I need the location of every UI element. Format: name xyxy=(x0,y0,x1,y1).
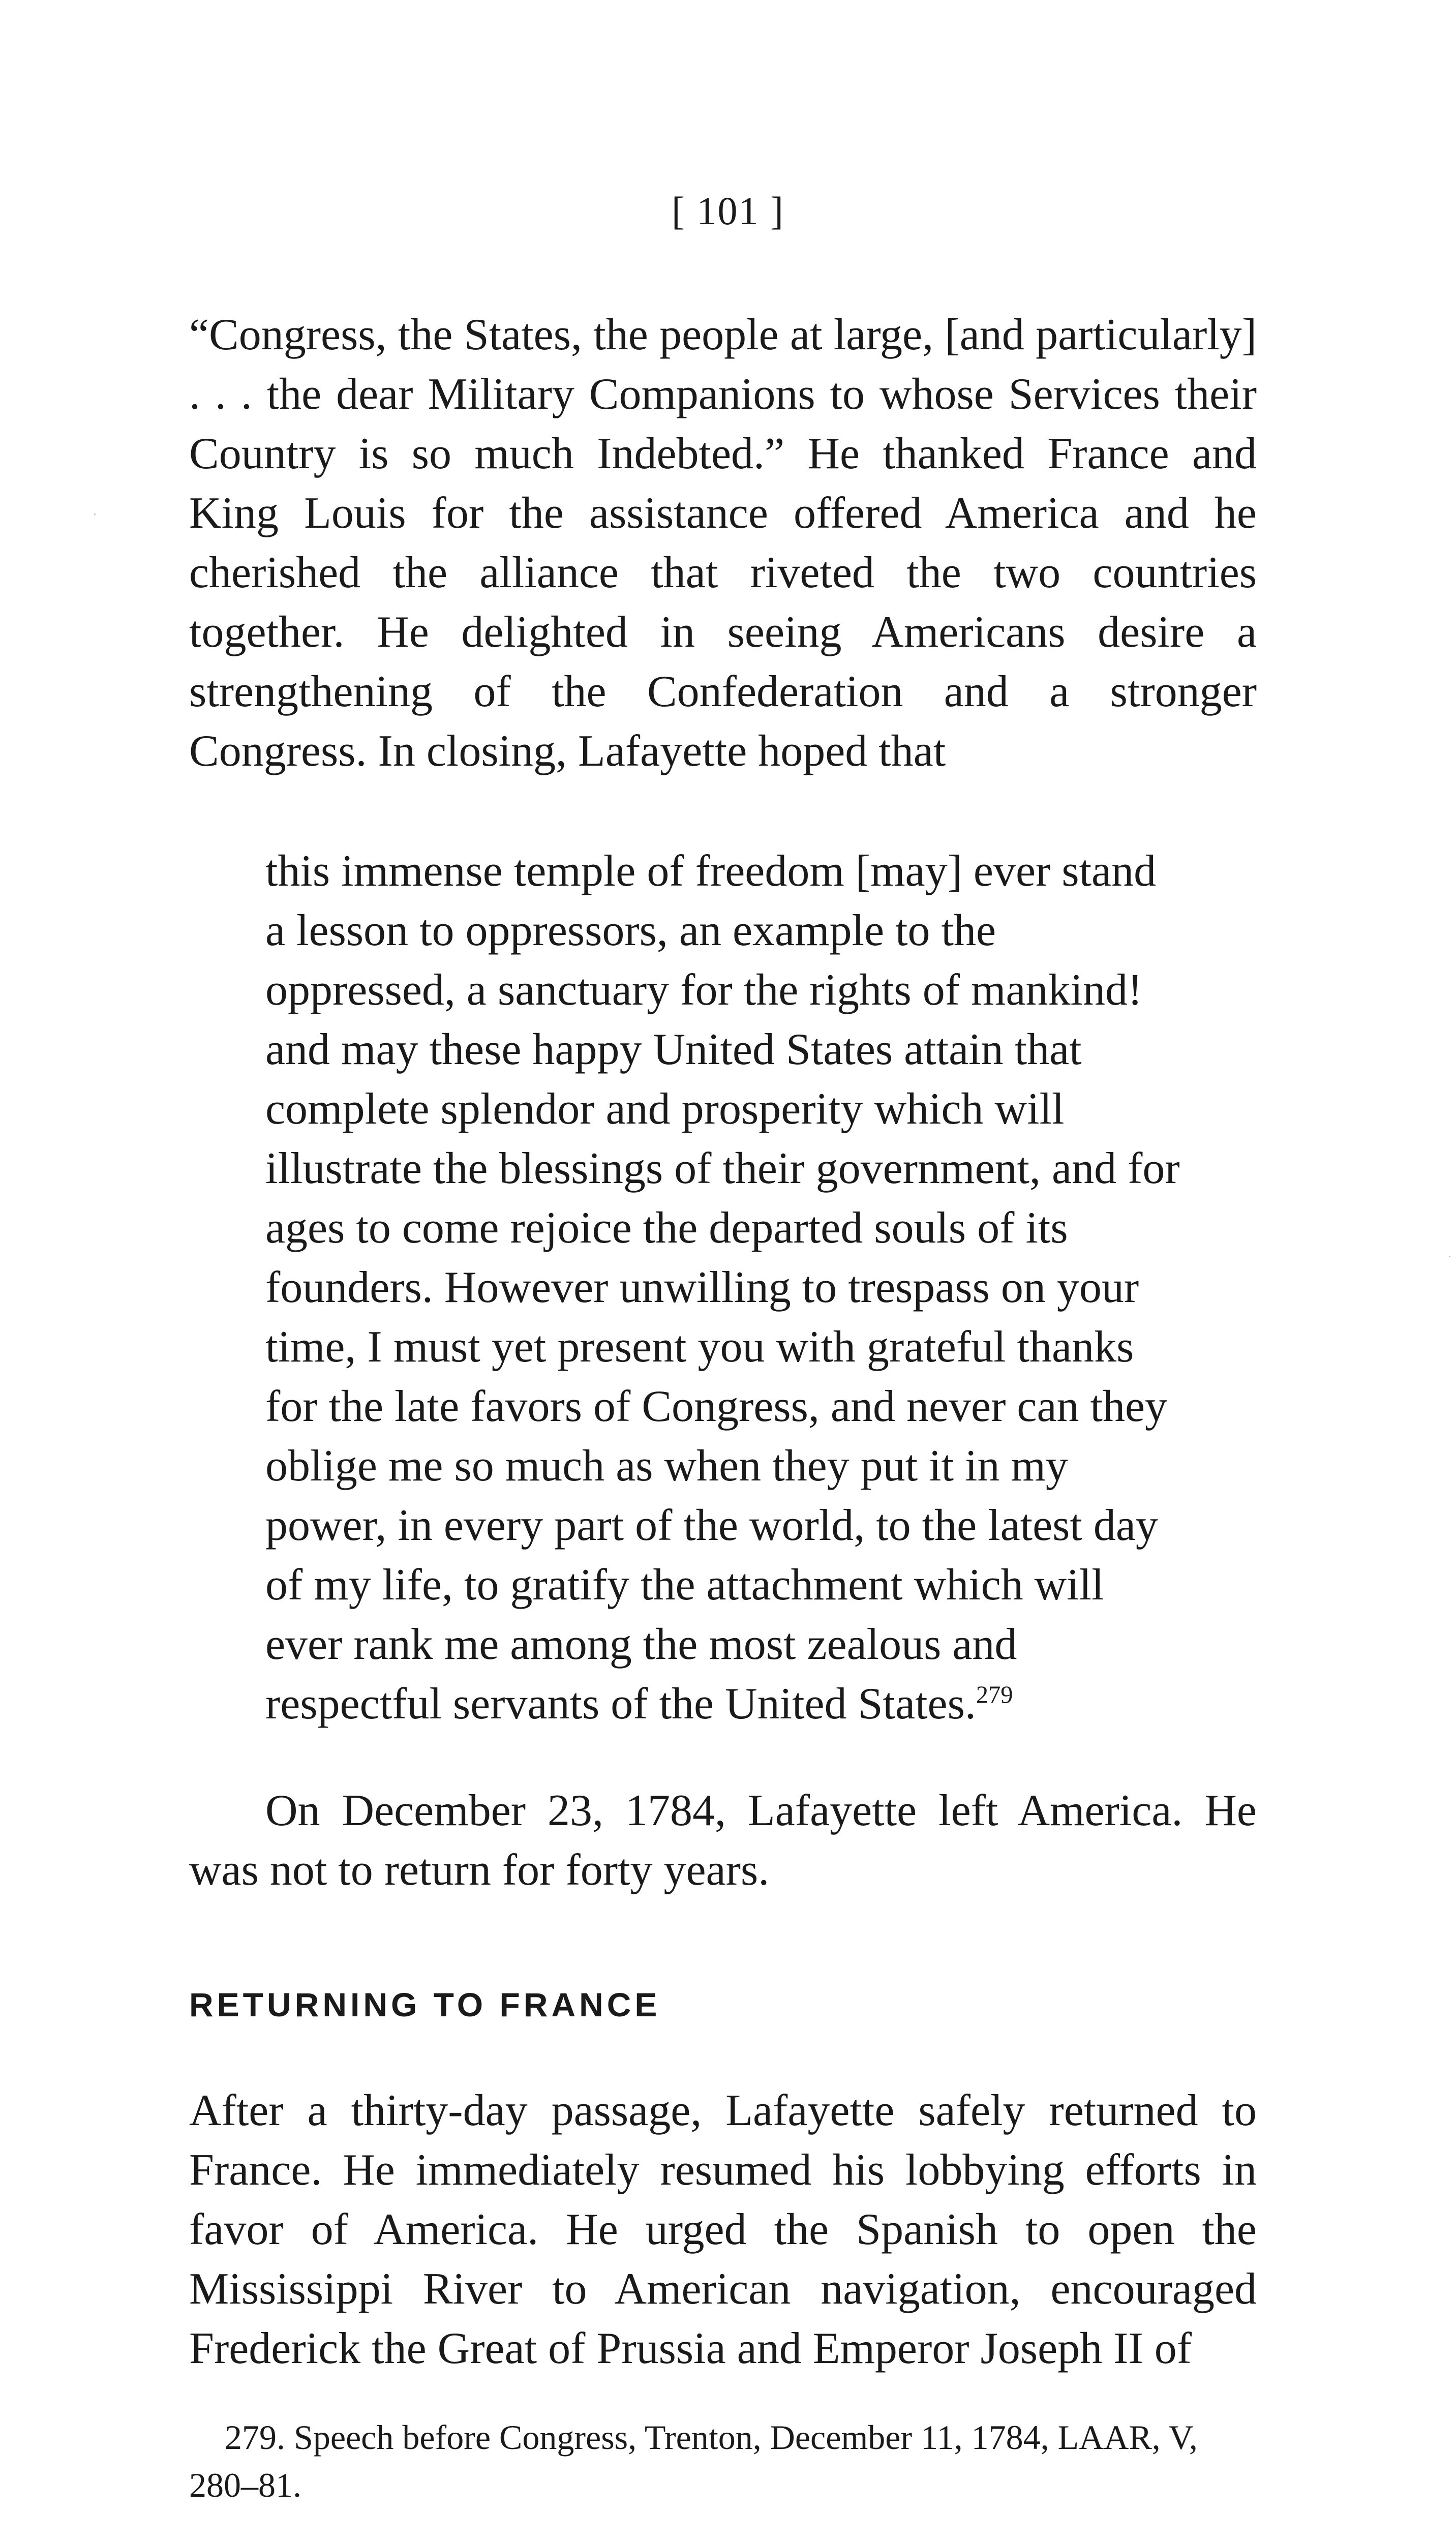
body-paragraph-departure: On December 23, 1784, Lafayette left America. He was not to return for forty years. xyxy=(189,1786,1257,1895)
section-heading: RETURNING TO FRANCE xyxy=(189,1986,661,2023)
footnote-number: 279. xyxy=(225,2418,285,2457)
body-paragraph-returning: After a thirty-day passage, Lafayette safely returned to France. He immediately resumed his lobbying efforts in favor of America. He urged the Spanish to open the Mississippi River to American navigation, encouraged Frederick the Great of Prussia and Emperor Joseph II of xyxy=(189,2086,1257,2373)
footnote-reference: 279 xyxy=(976,1681,1013,1709)
footnote xyxy=(189,2413,1206,2509)
block-quote-text: this immense temple of freedom [may] ever stand a lesson to oppressors, an example to the oppressed, a sanctuary for the rights of mankind! and may these happy United States attain that complete splendor and prosperity which will illustrate the blessings of their government, and for ages to come rejoice the departed souls of its founders. However unwilling to trespass on your time, I must yet present you with grateful thanks for the late favors of Congress, and never can they oblige me so much as when they put it in my power, in every part of the world, to the latest day of my life, to gratify the attachment which will ever rank me among the most zealous and respectful servants of the United States. xyxy=(265,846,1180,1729)
footnote-text: Speech before Congress, Trenton, December 11, 1784, LAAR, V, 280–81. xyxy=(189,2418,1198,2504)
block-quote xyxy=(265,841,1180,1734)
page-number: [ 101 ] xyxy=(672,189,784,233)
scan-speck xyxy=(1449,1256,1450,1257)
scan-speck xyxy=(94,513,96,515)
body-paragraph-congress: “Congress, the States, the people at large, [and particularly] . . . the dear Military Companions to whose Services their Country is so much Indebted.” He thanked France and King Louis for the assistance offered America and he cherished the alliance that riveted the two countries together. He delighted in seeing Americans desire a strengthening of the Confederation and a stronger Congress. In closing, Lafayette hoped that xyxy=(189,310,1257,776)
